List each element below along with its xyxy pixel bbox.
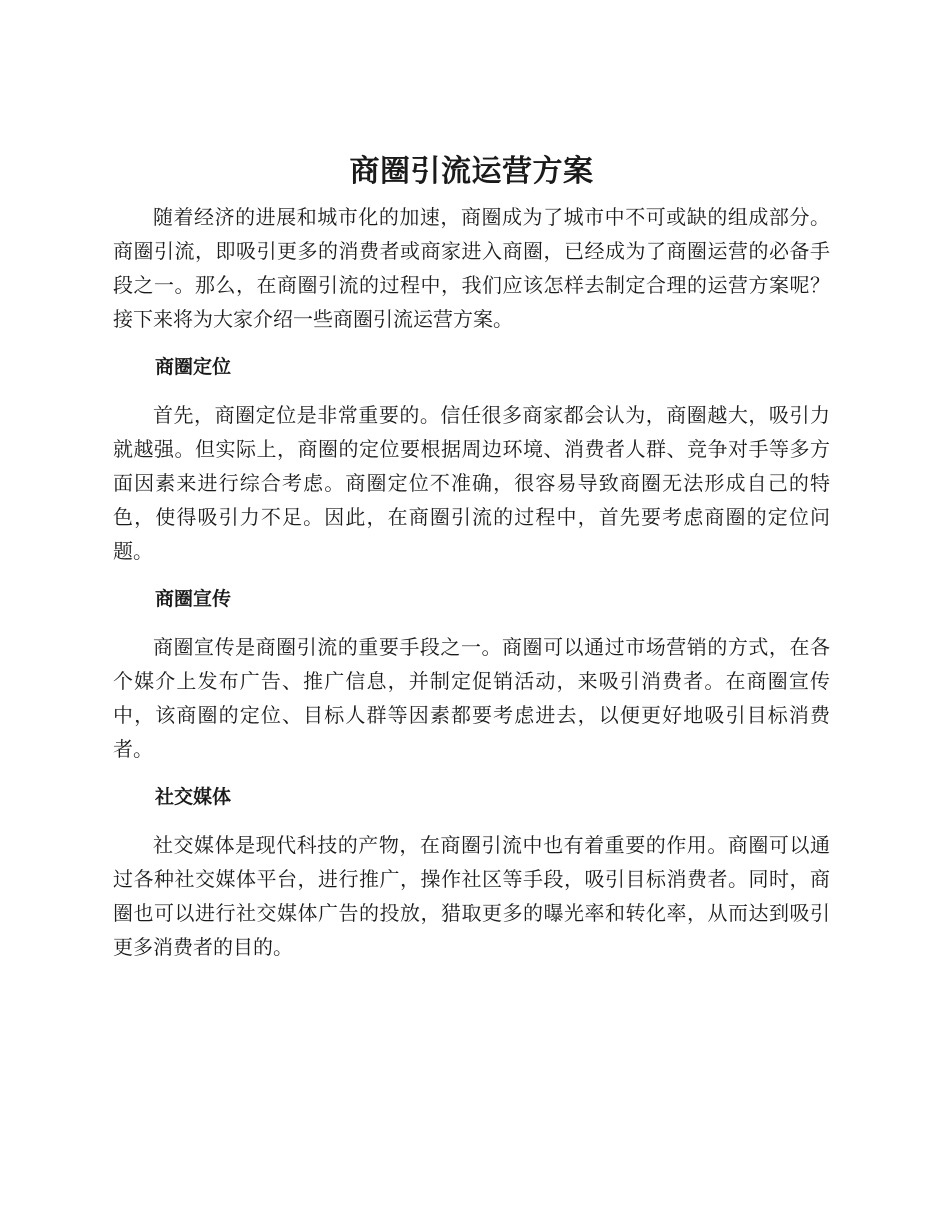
section-paragraph: 首先，商圈定位是非常重要的。信任很多商家都会认为，商圈越大，吸引力就越强。但实际上，商圈的定位要根据周边环境、消费者人群、竞争对手等多方面因素来进行综合考虑。商圈定位不准确，很容易导致商圈无法形成自己的特色，使得吸引力不足。因此，在商圈引流的过程中，首先要考虑商圈的定位问题。 — [113, 403, 830, 563]
section-paragraph: 社交媒体是现代科技的产物，在商圈引流中也有着重要的作用。商圈可以通过各种社交媒体平台，进行推广，操作社区等手段，吸引目标消费者。同时，商圈也可以进行社交媒体广告的投放，猎取更多的曝光率和转化率，从而达到吸引更多消费者的目的。 — [113, 833, 830, 959]
section-heading: 商圈定位 — [155, 356, 232, 378]
section-heading: 社交媒体 — [155, 786, 232, 808]
section-promotion — [113, 580, 830, 766]
section-heading: 商圈宣传 — [155, 588, 232, 610]
intro-paragraph: 随着经济的进展和城市化的加速，商圈成为了城市中不可或缺的组成部分。商圈引流，即吸引更多的消费者或商家进入商圈，已经成为了商圈运营的必备手段之一。那么，在商圈引流的过程中，我们应该怎样去制定合理的运营方案呢？接下来将为大家介绍一些商圈引流运营方案。 — [113, 205, 830, 331]
section-paragraph: 商圈宣传是商圈引流的重要手段之一。商圈可以通过市场营销的方式，在各个媒介上发布广告、推广信息，并制定促销活动，来吸引消费者。在商圈宣传中，该商圈的定位、目标人群等因素都要考虑进去，以便更好地吸引目标消费者。 — [113, 635, 830, 761]
section-social-media — [113, 778, 830, 964]
section-positioning — [113, 348, 830, 568]
document-title: 商圈引流运营方案 — [349, 154, 594, 189]
